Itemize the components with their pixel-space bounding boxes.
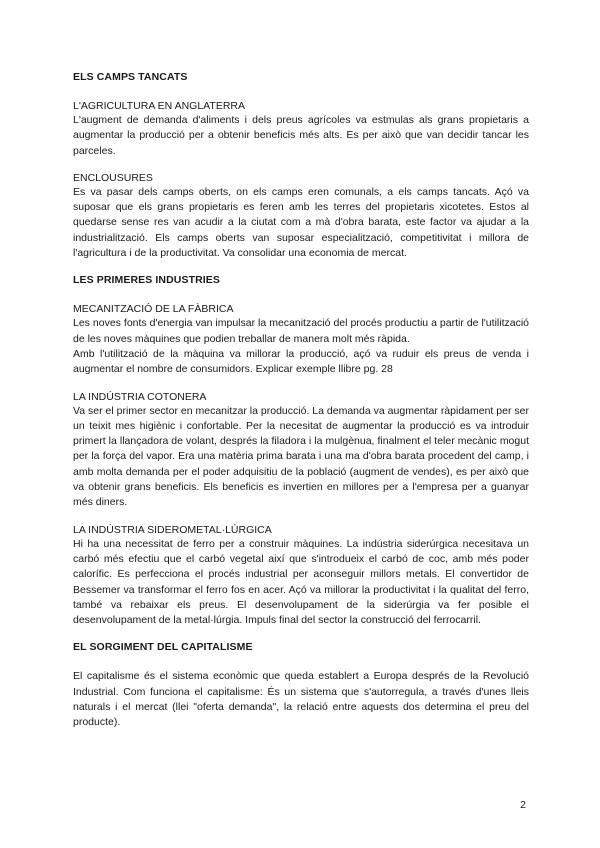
subheading-mecanitzacio: MECANITZACIÓ DE LA FÀBRICA	[73, 303, 234, 316]
subheading-enclousures: ENCLOUSURES	[73, 171, 153, 184]
document-page	[73, 70, 529, 731]
page-number: 2	[520, 799, 526, 811]
paragraph-capitalisme: El capitalisme és el sistema econòmic que queda establert a Europa després de la Revolució Industrial. Com funciona el capitalisme: És un sistema que s'autorregula, a través d'unes lleis naturals i el mercat (llei "oferta demanda", la relació entre aquests dos determina el preu del producte).	[73, 670, 529, 729]
paragraph-agricultura: L'augment de demanda d'aliments i dels preus agrícoles va estmulas als grans propietaris a augmentar la producció per a obtenir beneficis més alts. Es per això que van decidir tancar les parceles.	[73, 114, 529, 157]
subheading-agricultura: L'AGRICULTURA EN ANGLATERRA	[73, 100, 245, 112]
paragraph-enclousures: Es va pasar dels camps oberts, on els camps eren comunals, a els camps tancats. Açó va suposar que els grans propietaris es feren amb les terres del propietaris xicotetes. Estos al quedarse sense res van acudir a la ciutat com a mà d'obra barata, este factor va ajudar a la industrialització. Els camps oberts van suposar especialització, competitivitat i millora de l'agricultura i de la productivitat. Va consolidar una economia de mercat.	[73, 185, 529, 260]
subheading-siderometallurgica: LA INDÚSTRIA SIDEROMETAL·LÚRGICA	[73, 523, 272, 536]
section-heading-capitalisme: EL SORGIMENT DEL CAPITALISME	[73, 641, 253, 654]
paragraph-mecanitzacio-2: Amb l'utilització de la màquina va millorar la producció, açó va ruduir els preus de venda i augmentar el nombre de consumidors. Explicar exemple llibre pg. 28	[73, 347, 529, 376]
paragraph-cotonera: Va ser el primer sector en mecanitzar la producció. La demanda va augmentar ràpidament per ser un teixit mes higiènic i confortable. Per la necesitat de augmentar la producció es va introduir primert la llançadora de volant, després la filadora i la mulgènua, finalment el teler mecànic mogut per la força del vapor. Era una matèria prima barata i una ma d'obra barata procedent del camp, i amb molta demanda per el poder adquisitiu de la població (augment de vendes), es per això que va obtenir grans beneficis. Els beneficis es invertien en millores per a l'empresa per a guanyar més diners.	[73, 404, 529, 509]
section-heading-camps-tancats: ELS CAMPS TANCATS	[73, 71, 188, 83]
section-heading-primeres-industries: LES PRIMERES INDUSTRIES	[73, 274, 220, 287]
paragraph-mecanitzacio-1: Les noves fonts d'energia van impulsar la mecanització del procés productiu a partir de l'utilització de les noves màquines que podien treballar de manera molt més ràpida.	[73, 317, 529, 345]
subheading-cotonera: LA INDÚSTRIA COTONERA	[73, 390, 207, 403]
paragraph-siderometallurgica: Hi ha una necessitat de ferro per a construir màquines. La indústria siderúrgica necesitava un carbó més efectiu que el carbó vegetal així que s'introdueix el carbó de coc, amb més poder calorífic. Es perfecciona el procés industrial per aconseguir millors metals. El convertidor de Bessemer va transformar el ferro fos en acer. Açó va millorar la productivitat i la qualitat del ferro, també va rebaixar els preus. El desenvolupament de la siderúrgia va fer posible el desenvolupament de la metal·lúrgia. Impuls final del sector la construcció del ferrocarril.	[73, 537, 529, 627]
